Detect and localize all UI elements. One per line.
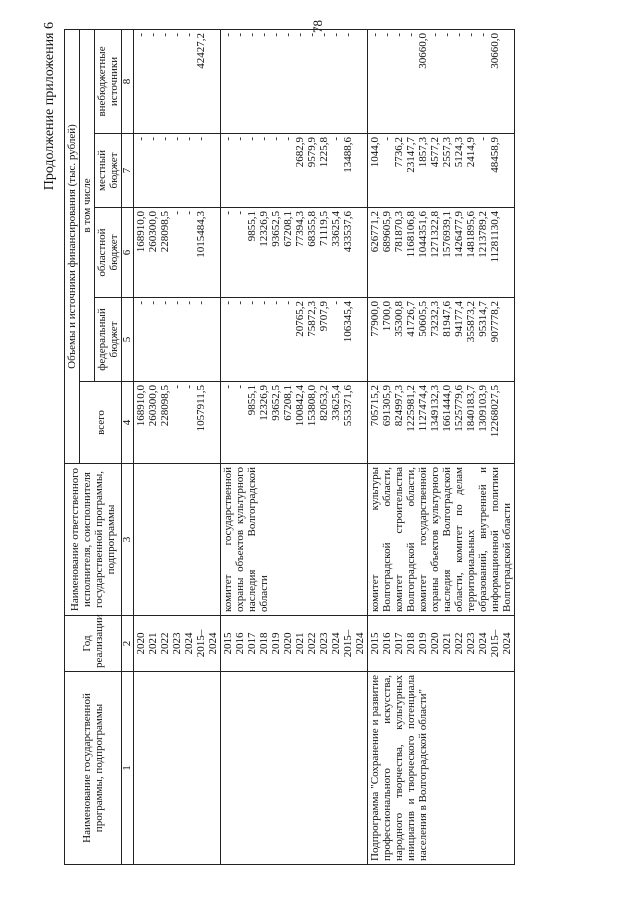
executor-cell	[134, 464, 221, 616]
federal-cell: - - - - - - 20765,2 75872,3 9707,9 - 106345,4	[221, 298, 368, 382]
federal-cell: 77900,0 1700,0 35300,8 41726,7 50605,5 73232,3 81947,6 94177,4 355873,2 95314,7 907778,2	[368, 298, 515, 382]
table-row-block-2	[221, 29, 368, 864]
years-cell: 2015 2016 2017 2018 2019 2020 2021 2022 2023 2024 2015–2024	[368, 616, 515, 672]
column-number: 8	[122, 29, 134, 133]
program-name-cell	[221, 672, 368, 865]
executor-cell: комитет государственной охраны объектов культурного наследия Волгоградской области	[221, 464, 368, 616]
header-including: в том числе	[80, 29, 95, 381]
program-name-cell	[134, 672, 221, 865]
total-cell: 168910,0 260300,0 228098,5 - - 1057911,5	[134, 382, 221, 464]
local-cell: - - - - - -	[134, 134, 221, 208]
local-cell: 1044,0 - 7736,2 23147,7 1857,3 4577,2 2557,3 5124,3 2414,9 - 48458,9	[368, 134, 515, 208]
column-number: 7	[122, 134, 134, 208]
regional-cell: - - 9855,1 12326,9 93652,5 67208,1 77394,3 68355,8 71119,5 33625,4 433537,6	[221, 208, 368, 298]
extra-cell: - - - - 30660,0 - - - - - 30660,0	[368, 29, 515, 133]
column-number: 3	[122, 464, 134, 616]
total-cell: - - 9855,1 12326,9 93652,5 67208,1 100842,4 153808,0 82053,2 33625,4 553371,6	[221, 382, 368, 464]
regional-cell: 168910,0 260300,0 228098,5 - - 1015484,3	[134, 208, 221, 298]
continuation-label: Продолжение приложения 6	[42, 22, 57, 191]
financing-table	[64, 29, 515, 865]
column-number: 1	[122, 672, 134, 865]
header-total: всего	[80, 382, 122, 464]
table-row-block-3	[368, 29, 515, 864]
column-number: 5	[122, 298, 134, 382]
local-cell: - - - - - - 2682,9 9579,9 1225,8 - 13488,6	[221, 134, 368, 208]
page-number: 78	[310, 20, 325, 33]
executor-cell: комитет культуры Волгоградской области, комитет строительства Волгоградской области, комитет государственной охраны объектов культурного наследия Волгоградской области, комитет по делам территориальных образований, внутренней и информационной политики Волгоградской области	[368, 464, 515, 616]
table-row-block-1	[134, 29, 221, 864]
extra-cell: - - - - - - - - - - -	[221, 29, 368, 133]
header-regional: областной бюджет	[95, 208, 122, 298]
column-number: 4	[122, 382, 134, 464]
header-federal: федеральный бюджет	[95, 298, 122, 382]
years-cell: 2015 2016 2017 2018 2019 2020 2021 2022 2023 2024 2015–2024	[221, 616, 368, 672]
federal-cell: - - - - - -	[134, 298, 221, 382]
header-year: Год реализации	[65, 616, 122, 672]
header-local: местный бюджет	[95, 134, 122, 208]
total-cell: 705715,2 691305,9 824997,3 1225981,2 1127474,4 1349132,3 1661444,0 1525779,6 1840183,7 1309103,9 12268027,5	[368, 382, 515, 464]
subprogram-name-cell: Подпрограмма "Сохранение и развитие профессионального искусства, народного творчества, культурных инициатив и творческого потенциала населения в Волгоградской области"	[368, 672, 515, 865]
extra-cell: - - - - - 42427,2	[134, 29, 221, 133]
header-volumes: Объемы и источники финансирования (тыс. рублей)	[65, 29, 80, 463]
regional-cell: 626771,2 689605,9 781870,3 1168106,8 1044351,6 1271322,8 1576939,1 1426477,9 1481895,6 1213789,2 11281130,4	[368, 208, 515, 298]
header-name: Наименование государственной программы, подпрограммы	[65, 672, 122, 865]
years-cell: 2020 2021 2022 2023 2024 2015–2024	[134, 616, 221, 672]
header-executor: Наименование ответственного исполнителя, соисполнителя государственной программы, подпрограммы	[65, 464, 122, 616]
header-extra: внебюджетные источники	[95, 29, 122, 133]
column-number: 6	[122, 208, 134, 298]
column-number: 2	[122, 616, 134, 672]
